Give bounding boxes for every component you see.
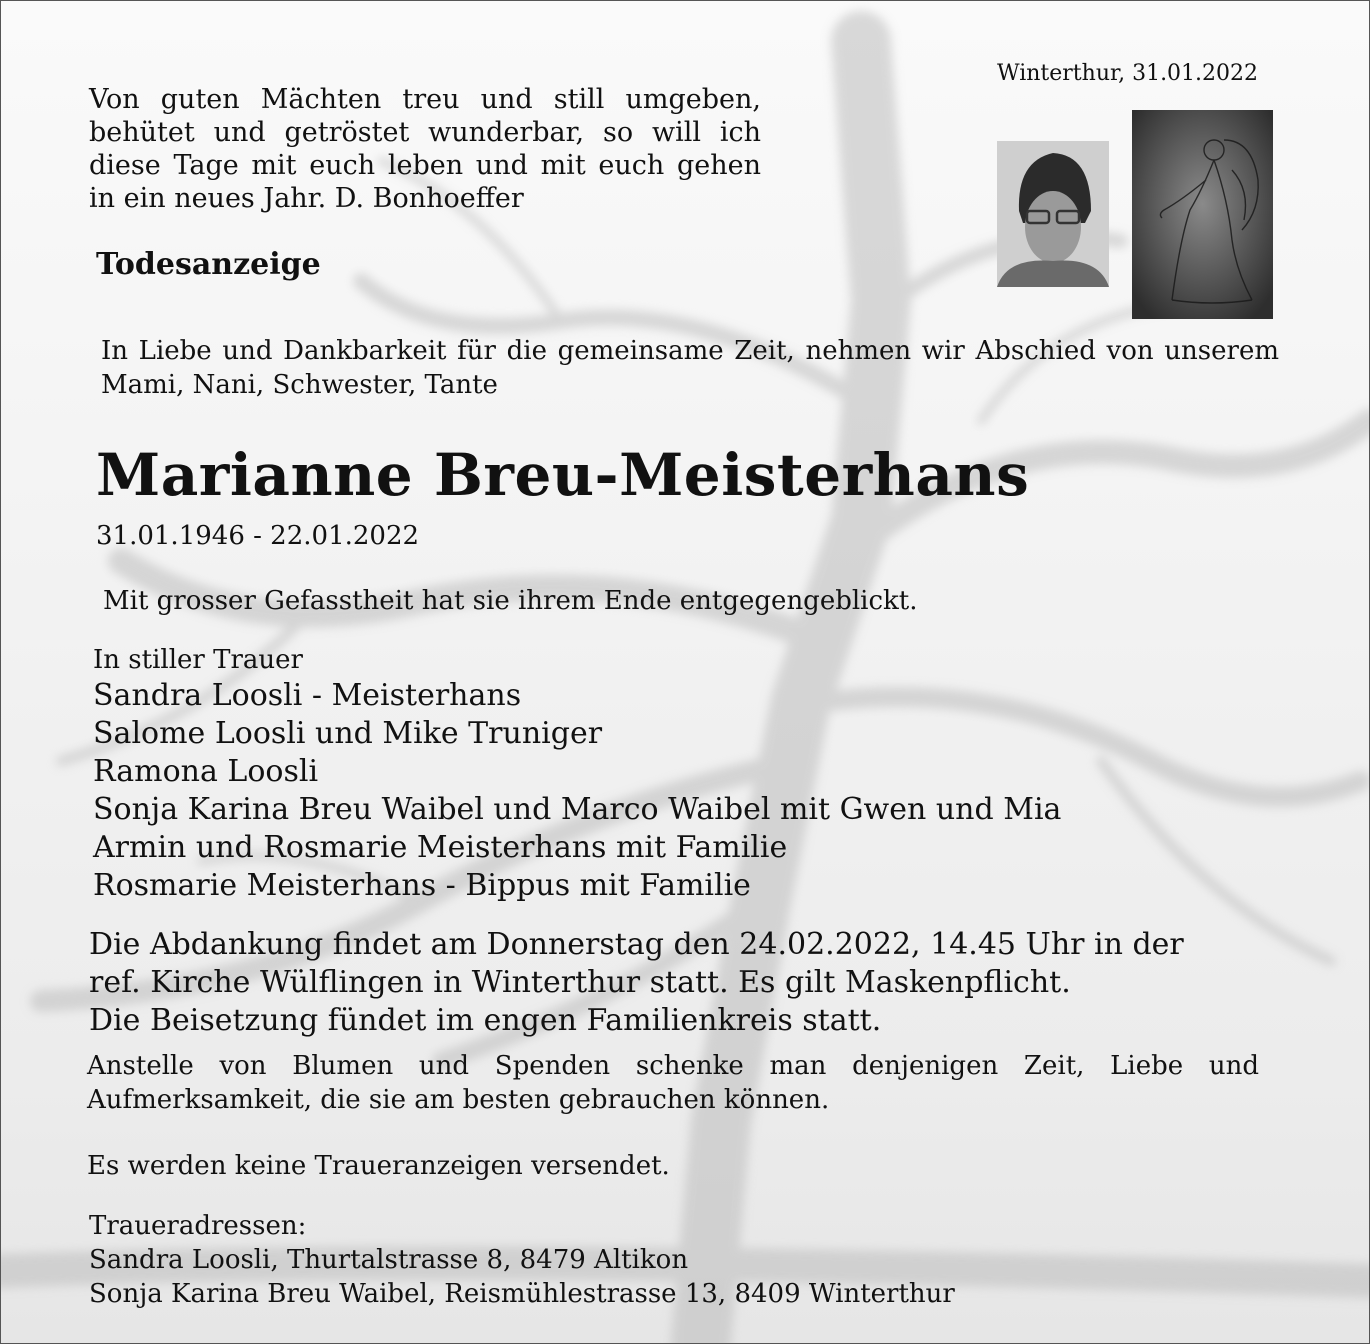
mourning-addresses (89, 1209, 955, 1311)
flowers-note: Anstelle von Blumen und Spenden schenke man denjenigen Zeit, Liebe und Aufmerksamkeit, die sie am besten gebrauchen können. (87, 1051, 1259, 1115)
ceremony-line: Die Abdankung findet am Donnerstag den 24.02.2022, 14.45 Uhr in der (89, 927, 1184, 962)
mourner-name: Sonja Karina Breu Waibel und Marco Waibel mit Gwen und Mia (93, 792, 1062, 827)
mourner-name: Rosmarie Meisterhans - Bippus mit Familie (93, 868, 751, 903)
bonhoeffer-quote: Von guten Mächten treu und still umgeben, behütet und getröstet wunderbar, so will ich diese Tage mit euch leben und mit euch gehen in ein neues Jahr. D. Bonhoeffer (89, 84, 761, 214)
mourner-name: Armin und Rosmarie Meisterhans mit Familie (93, 830, 788, 865)
deceased-name: Marianne Breu-Meisterhans (96, 441, 1030, 509)
addresses-label: Traueradressen: (89, 1211, 307, 1241)
mourner-name: Salome Loosli und Mike Truniger (93, 716, 603, 751)
mourner-name: Ramona Loosli (93, 754, 319, 789)
closing-statement: Mit grosser Gefasstheit hat sie ihrem Ende entgegengeblickt. (103, 586, 918, 616)
ceremony-line: Die Beisetzung fündet im engen Familienkreis statt. (89, 1003, 882, 1038)
notice-heading: Todesanzeige (96, 247, 321, 282)
place-and-date: Winterthur, 31.01.2022 (997, 61, 1259, 86)
address-line: Sonja Karina Breu Waibel, Reismühlestrasse 13, 8409 Winterthur (89, 1279, 955, 1309)
mourners-list (93, 643, 1061, 905)
no-cards-notice: Es werden keine Traueranzeigen versendet. (87, 1151, 670, 1181)
angel-drawing (1132, 110, 1273, 319)
mourner-name: Sandra Loosli - Meisterhans (93, 678, 522, 713)
portrait-photo (997, 141, 1109, 287)
ceremony-info (89, 926, 1184, 1040)
ceremony-line: ref. Kirche Wülflingen in Winterthur statt. Es gilt Maskenpflicht. (89, 965, 1071, 1000)
farewell-intro: In Liebe und Dankbarkeit für die gemeinsame Zeit, nehmen wir Abschied von unserem Mami, Nani, Schwester, Tante (101, 336, 1279, 400)
address-line: Sandra Loosli, Thurtalstrasse 8, 8479 Altikon (89, 1245, 689, 1275)
life-dates: 31.01.1946 - 22.01.2022 (96, 521, 420, 551)
mourners-intro: In stiller Trauer (93, 645, 303, 675)
